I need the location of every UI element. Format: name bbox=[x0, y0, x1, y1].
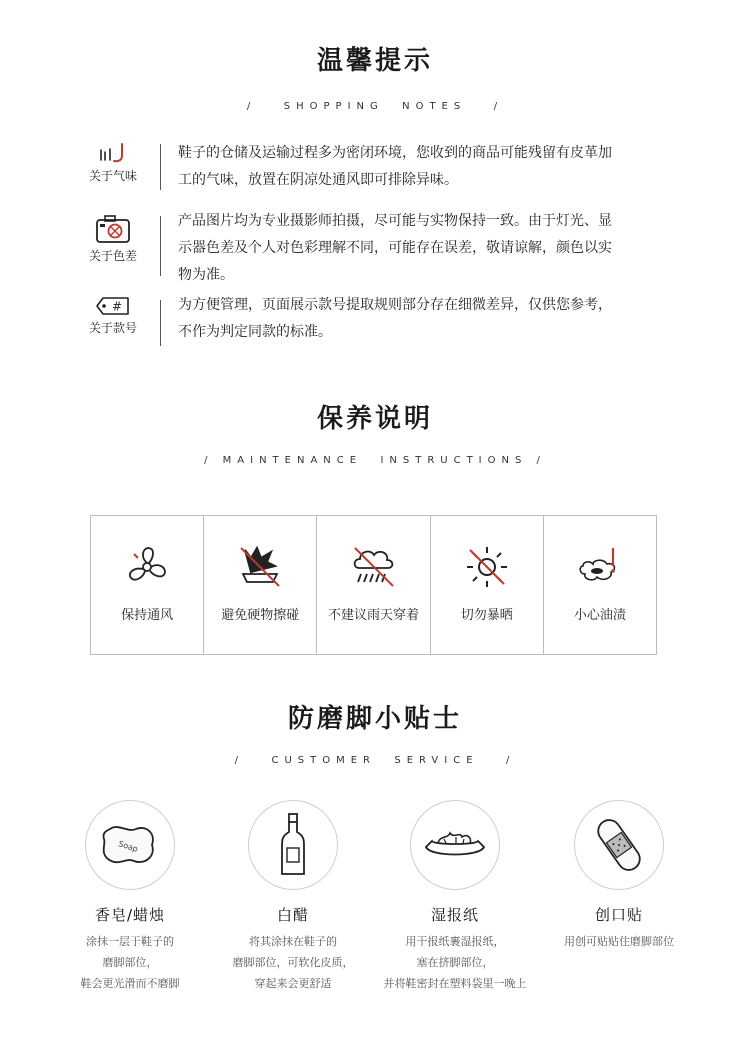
no-rain-icon bbox=[349, 544, 399, 590]
note-line: 为方便管理，页面展示款号提取规则部分存在细微差异，仅供您参考， bbox=[178, 297, 612, 313]
tip-line: 穿起来会更舒适 bbox=[254, 977, 332, 990]
oil-stain-icon bbox=[575, 544, 625, 590]
maintenance-item bbox=[317, 516, 430, 654]
fan-icon bbox=[124, 544, 170, 590]
tip-line: 鞋会更光滑而不磨脚 bbox=[80, 977, 180, 990]
maintenance-label: 切勿暴晒 bbox=[460, 608, 513, 623]
soap-text: Soap bbox=[117, 839, 140, 854]
tip-line: 磨脚部位， bbox=[102, 956, 158, 969]
tips-subtitle: / CUSTOMER SERVICE / bbox=[234, 755, 516, 766]
smell-icon bbox=[96, 140, 130, 164]
maintenance-grid bbox=[90, 515, 657, 655]
divider bbox=[160, 216, 161, 276]
tips-title: 防磨脚小贴士 bbox=[287, 704, 462, 734]
divider bbox=[160, 144, 161, 190]
soap-icon bbox=[98, 819, 162, 871]
no-hard-object-icon bbox=[237, 544, 283, 590]
divider bbox=[160, 300, 161, 346]
tip-line: 磨脚部位，可软化皮质， bbox=[232, 956, 354, 969]
note-line: 不作为判定同款的标准。 bbox=[178, 324, 332, 340]
note-line: 工的气味，放置在阴凉处通风即可排除异味。 bbox=[178, 172, 458, 188]
tip-line: 涂抹一层于鞋子的 bbox=[86, 935, 174, 948]
maintenance-item bbox=[204, 516, 317, 654]
note-label: 关于色差 bbox=[88, 249, 137, 263]
tip-title: 白醋 bbox=[276, 906, 309, 924]
note-line: 物为准。 bbox=[178, 267, 234, 283]
maintenance-subtitle: / MAINTENANCE INSTRUCTIONS / bbox=[204, 455, 546, 466]
note-line: 鞋子的仓储及运输过程多为密闭环境，您收到的商品可能残留有皮革加 bbox=[178, 145, 612, 161]
tip-item bbox=[539, 800, 699, 952]
wet-paper-icon bbox=[422, 827, 488, 863]
tip-line: 塞在挤脚部位， bbox=[416, 956, 494, 969]
maintenance-label: 不建议雨天穿着 bbox=[328, 608, 420, 623]
tip-title: 湿报纸 bbox=[430, 906, 479, 924]
tip-title: 香皂/蜡烛 bbox=[94, 906, 166, 924]
tip-line: 将其涂抹在鞋子的 bbox=[249, 935, 337, 948]
note-line: 示器色差及个人对色彩理解不同，可能存在误差，敬请谅解，颜色以实 bbox=[178, 240, 612, 256]
maintenance-label: 小心油渍 bbox=[573, 608, 626, 623]
tag-icon bbox=[95, 296, 131, 316]
camera-icon bbox=[95, 214, 131, 244]
tip-item bbox=[213, 800, 373, 994]
note-label: 关于气味 bbox=[88, 169, 137, 183]
vinegar-bottle-icon bbox=[278, 812, 308, 878]
tip-line: 用干报纸裹湿报纸， bbox=[405, 935, 505, 948]
maintenance-item bbox=[91, 516, 204, 654]
tip-title: 创口贴 bbox=[594, 906, 643, 924]
tip-line: 用创可贴贴住磨脚部位 bbox=[564, 935, 674, 948]
note-item bbox=[78, 212, 688, 296]
notes-subtitle: / SHOPPING NOTES / bbox=[246, 101, 504, 112]
tip-item bbox=[375, 800, 535, 994]
tip-line: 并将鞋密封在塑料袋里一晚上 bbox=[383, 977, 527, 990]
note-item bbox=[78, 296, 688, 356]
tag-text: # bbox=[111, 299, 123, 314]
maintenance-item bbox=[431, 516, 544, 654]
note-label: 关于款号 bbox=[88, 321, 137, 335]
maintenance-label: 避免硬物擦碰 bbox=[221, 608, 300, 623]
notes-title: 温馨提示 bbox=[316, 46, 433, 76]
maintenance-item bbox=[544, 516, 656, 654]
maintenance-label: 保持通风 bbox=[121, 608, 174, 623]
note-item bbox=[78, 140, 688, 200]
band-aid-icon bbox=[594, 815, 644, 875]
tip-item bbox=[50, 800, 210, 994]
no-sun-icon bbox=[464, 544, 510, 590]
note-line: 产品图片均为专业摄影师拍摄，尽可能与实物保持一致。由于灯光、显 bbox=[178, 213, 612, 229]
maintenance-title: 保养说明 bbox=[316, 404, 433, 434]
